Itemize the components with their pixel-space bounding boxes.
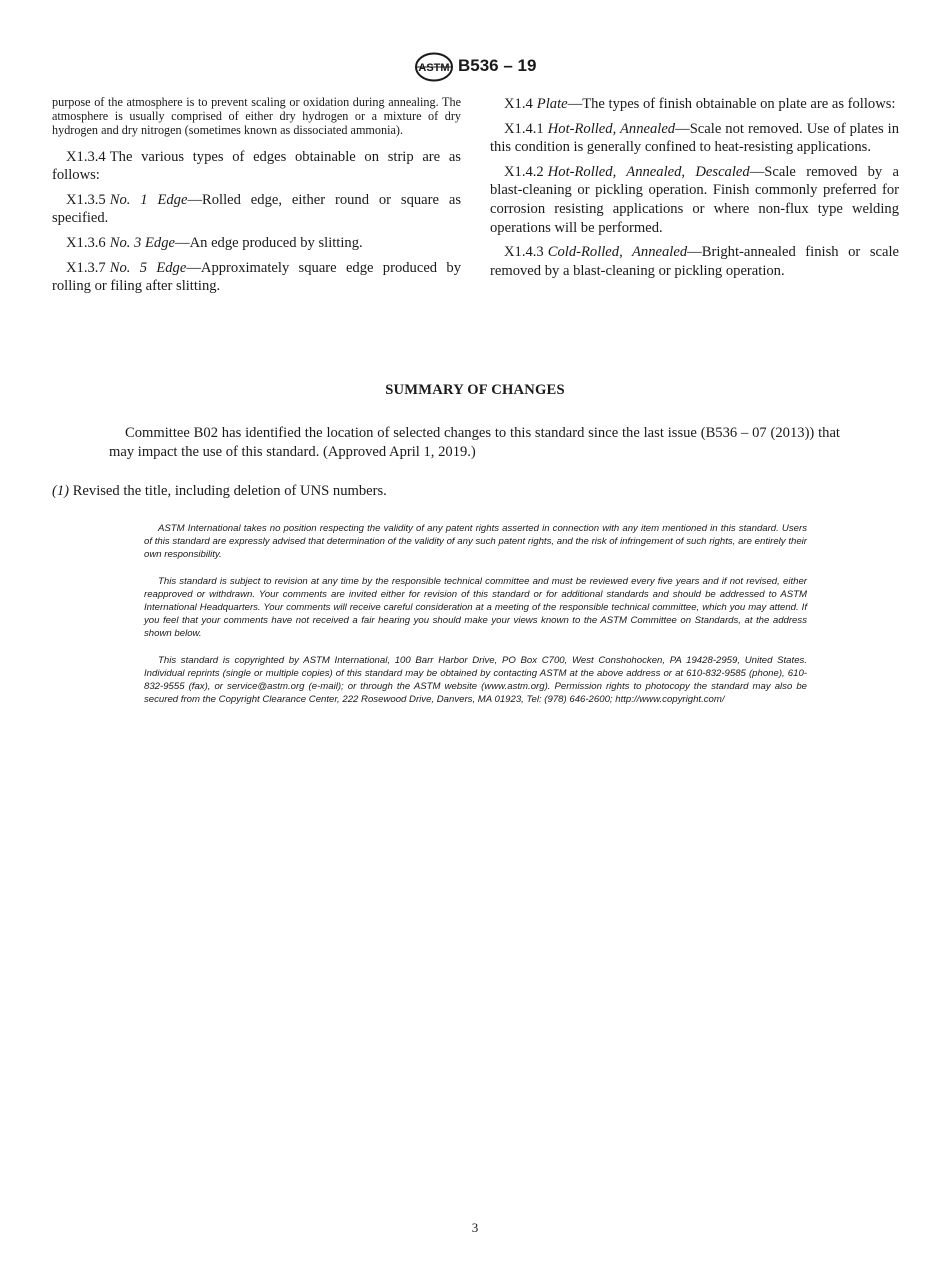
- section-text: —Rolled edge, either round or square as specified.: [52, 191, 462, 227]
- section-number: X1.3.7: [66, 259, 106, 276]
- section-x1-3-7: [52, 259, 461, 296]
- section-term: Hot-Rolled, Annealed: [547, 120, 676, 137]
- section-term: No. 1 Edge: [109, 191, 188, 208]
- section-text: —Approximately square edge produced by rolling or filing after slitting.: [52, 259, 461, 295]
- change-text: Revised the title, including deletion of UNS numbers.: [72, 483, 387, 499]
- section-text: —Scale not removed. Use of plates in this condition is generally confined to heat-resisting applications.: [490, 120, 899, 156]
- page-number: 3: [471, 1220, 479, 1235]
- section-x1-3-4: [52, 148, 461, 185]
- section-term: No. 5 Edge: [109, 259, 187, 276]
- section-term: Cold-Rolled, Annealed: [547, 244, 688, 261]
- section-x1-4-2: [490, 163, 899, 237]
- section-text: The various types of edges obtainable on strip are as follows:: [52, 148, 461, 184]
- section-number: X1.4.1: [504, 120, 544, 137]
- section-text: —The types of finish obtainable on plate are as follows:: [567, 96, 896, 112]
- summary-intro: Committee B02 has identified the location of selected changes to this standard since the last issue (B536 – 07 (2013)) that may impact the use of this standard. (Approved April 1, 2019.): [109, 425, 840, 460]
- page-header: [0, 52, 950, 82]
- section-x1-4-1: [490, 120, 899, 157]
- astm-logo-icon: [414, 52, 454, 82]
- section-x1-3-5: [52, 191, 461, 228]
- section-number: X1.3.6: [66, 234, 106, 251]
- section-number: X1.3.5: [66, 191, 106, 208]
- section-text: —An edge produced by slitting.: [175, 234, 363, 251]
- section-term: No. 3 Edge: [109, 234, 175, 251]
- section-term: Hot-Rolled, Annealed, Descaled: [547, 163, 750, 180]
- paragraph-atmosphere: purpose of the atmosphere is to prevent scaling or oxidation during annealing. The atmosphere is usually comprised of either dry hydrogen or a mixture of dry hydrogen and dry nitrogen (sometimes known as dissociated ammonia).: [52, 95, 461, 138]
- section-number: X1.4.3: [504, 244, 544, 261]
- summary-of-changes-title: SUMMARY OF CHANGES: [385, 382, 565, 398]
- astm-logo-text: ASTM: [418, 62, 450, 74]
- copyright-notice: This standard is copyrighted by ASTM International, 100 Barr Harbor Drive, PO Box C700, West Conshohocken, PA 19428-2959, United States. Individual reprints (single or multiple copies) of this standard may be obtained by contacting ASTM at the above address or at 610-832-9585 (phone), 610-832-9555 (fax), or service@astm.org (e-mail); or through the ASTM website (www.astm.org). Permission rights to photocopy the standard may also be secured from the Copyright Clearance Center, 222 Rosewood Drive, Danvers, MA 01923, Tel: (978) 646-2600; http://www.copyright.com/: [144, 654, 807, 706]
- revision-notice: This standard is subject to revision at any time by the responsible technical committee and must be reviewed every five years and if not revised, either reapproved or withdrawn. Your comments are invited either for revision of this standard or for additional standards and should be addressed to ASTM International Headquarters. Your comments will receive careful consideration at a meeting of the responsible technical committee, which you may attend. If you feel that your comments have not received a fair hearing you should make your views known to the ASTM Committee on Standards, at the address shown below.: [144, 575, 807, 640]
- section-text: —Bright-annealed finish or scale removed by a blast-cleaning or pickling operation.: [490, 244, 899, 279]
- change-marker: (1): [52, 483, 70, 499]
- change-list-item: [52, 483, 387, 500]
- patent-notice: ASTM International takes no position respecting the validity of any patent rights asserted in connection with any item mentioned in this standard. Users of this standard are expressly advised that determination of the validity of any such patent rights, and the risk of infringement of such rights, are entirely their own responsibility.: [144, 523, 807, 561]
- section-number: X1.4: [504, 96, 533, 112]
- section-x1-3-6: [52, 234, 461, 253]
- section-x1-4-3: [490, 243, 899, 280]
- legal-notices: [144, 522, 807, 719]
- right-column: [490, 95, 899, 286]
- left-column: [52, 95, 461, 302]
- section-number: X1.3.4: [66, 148, 106, 165]
- section-x1-4: [490, 95, 899, 114]
- section-text: —Scale removed by a blast-cleaning or pickling operation. Finish commonly preferred for corrosion resisting applications or where non-flux type welding operations will be performed.: [490, 163, 899, 236]
- section-term: Plate: [536, 96, 568, 112]
- section-number: X1.4.2: [504, 163, 544, 180]
- standard-designation: B536 – 19: [458, 56, 537, 75]
